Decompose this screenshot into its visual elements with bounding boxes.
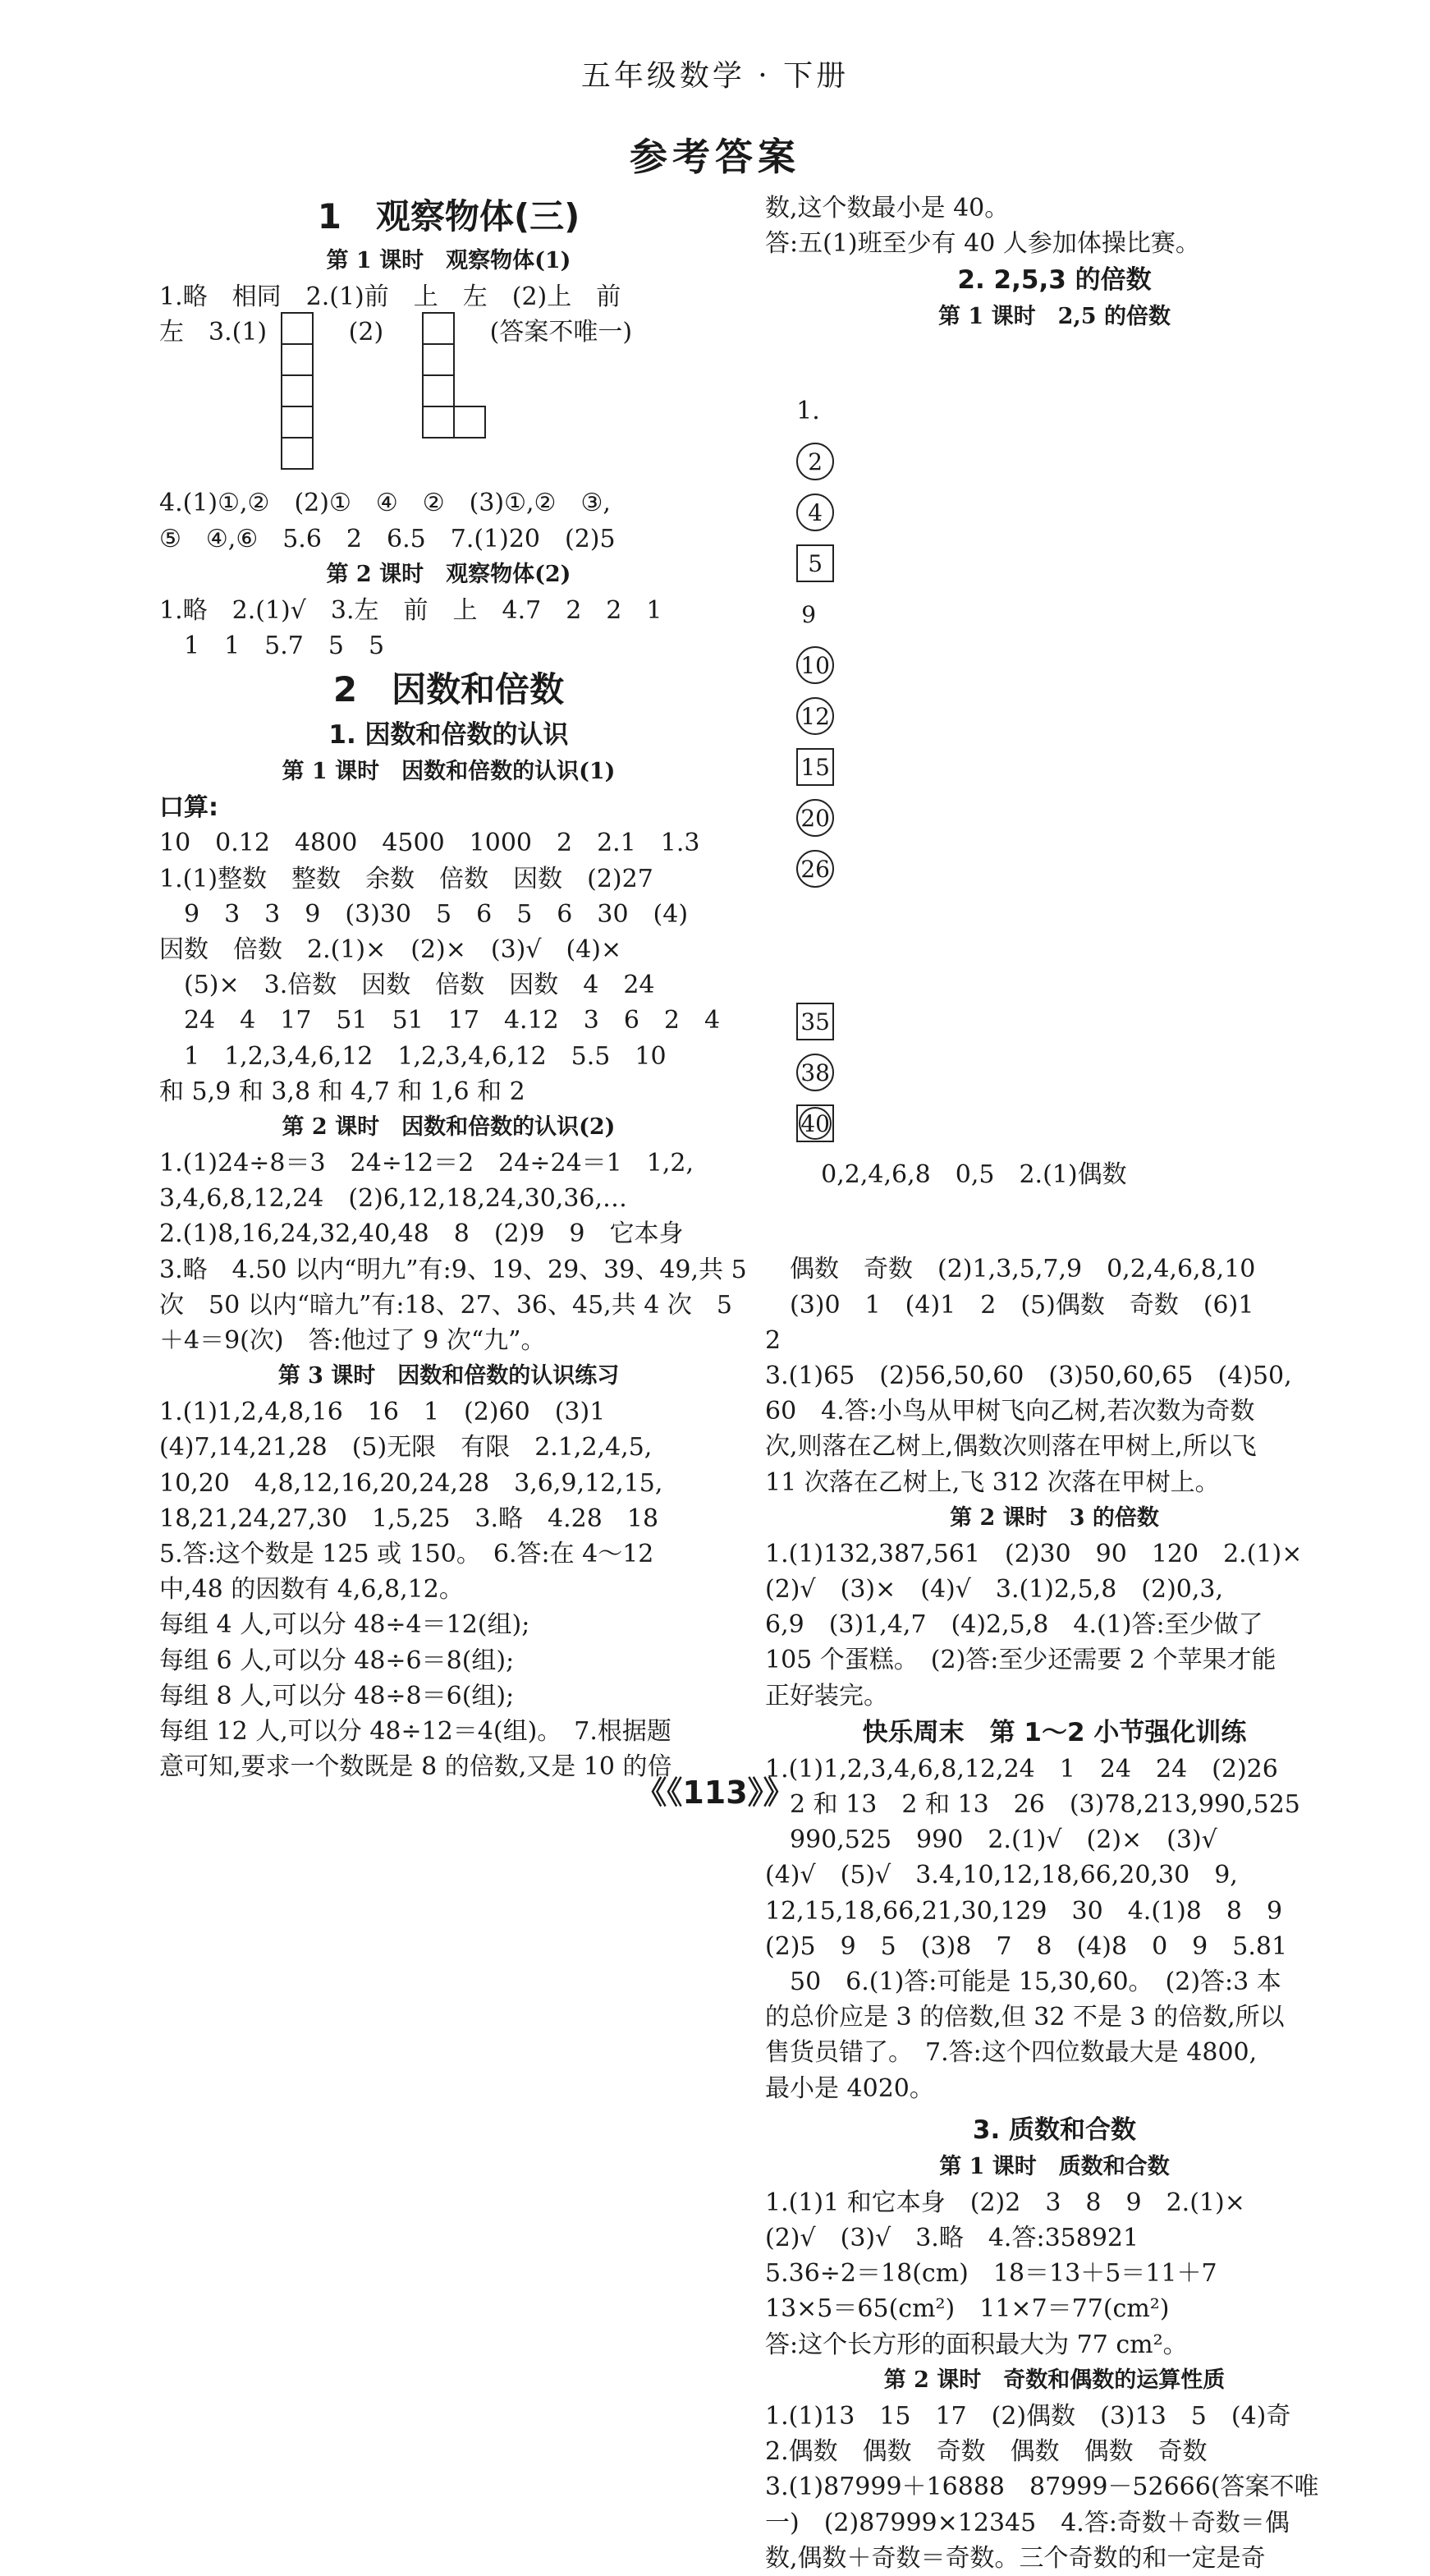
boxed-circled-value: 40 bbox=[799, 1107, 832, 1140]
answer-line: 售货员错了。 7.答:这个四位数最大是 4800, bbox=[765, 2038, 1258, 2068]
answer-line: 3.(1)65 (2)56,50,60 (3)50,60,65 (4)50, bbox=[765, 1361, 1292, 1391]
answer-line: (5)× 3.倍数 因数 倍数 因数 4 24 bbox=[159, 971, 655, 1000]
answer-block bbox=[159, 1146, 747, 1358]
lesson-title: 第 2 课时 因数和倍数的认识(2) bbox=[282, 1114, 616, 1141]
answer-line: 每组 4 人,可以分 48÷4＝12(组); bbox=[159, 1610, 530, 1640]
answer-line: 3.(1)87999＋16888 87999－52666(答案不唯 bbox=[765, 2473, 1319, 2502]
weekend-title: 快乐周末 第 1～2 小节强化训练 bbox=[862, 1717, 1247, 1747]
answer-line: 1 1 5.7 5 5 bbox=[159, 631, 385, 661]
boxed-number: 5 bbox=[796, 544, 834, 582]
circled-numbers-row-1 bbox=[765, 335, 1344, 946]
answer-line: 答:这个长方形的面积最大为 77 cm²。 bbox=[765, 2330, 1188, 2359]
answer-block bbox=[159, 1394, 738, 1784]
circled-number: 20 bbox=[796, 799, 834, 837]
oral-calc-label: 口算: bbox=[159, 793, 218, 823]
answer-line: 左 3.(1) (2) (答案不唯一) bbox=[159, 318, 633, 347]
page-number: 《《113》》 bbox=[635, 1775, 795, 1811]
lesson-title: 第 1 课时 质数和合数 bbox=[939, 2153, 1170, 2179]
lesson-title: 第 1 课时 观察物体(1) bbox=[326, 248, 571, 273]
section-title: 1. 因数和倍数的认识 bbox=[328, 720, 569, 751]
answer-line: 2 和 13 2 和 13 26 (3)78,213,990,525 bbox=[765, 1790, 1300, 1820]
answer-line: 1.(1)132,387,561 (2)30 90 120 2.(1)× bbox=[765, 1539, 1303, 1568]
answer-block bbox=[765, 2399, 1344, 2576]
answer-line: 数,这个数最小是 40。 bbox=[765, 194, 1010, 223]
answer-line: 的总价应是 3 的倍数,但 32 不是 3 的倍数,所以 bbox=[765, 2003, 1285, 2032]
answer-line: 1.(1)24÷8＝3 24÷12＝2 24÷24＝1 1,2, bbox=[159, 1149, 694, 1178]
answer-line: 10,20 4,8,12,16,20,24,28 3,6,9,12,15, bbox=[159, 1468, 663, 1498]
circled-number: 12 bbox=[796, 697, 834, 735]
answer-line: 1.(1)1,2,3,4,6,8,12,24 1 24 24 (2)26 bbox=[765, 1754, 1278, 1784]
answer-line: 2.偶数 偶数 奇数 偶数 偶数 奇数 bbox=[765, 2437, 1208, 2467]
answer-line: 数,偶数＋奇数＝奇数。三个奇数的和一定是奇 bbox=[765, 2543, 1266, 2573]
answer-line: 1.(1)1 和它本身 (2)2 3 8 9 2.(1)× bbox=[765, 2188, 1245, 2217]
lesson-title: 第 1 课时 2,5 的倍数 bbox=[938, 304, 1171, 330]
answer-line: 2.(1)8,16,24,32,40,48 8 (2)9 9 它本身 bbox=[159, 1219, 684, 1249]
item-number: 1. bbox=[796, 397, 820, 426]
answer-line: 中,48 的因数有 4,6,8,12。 bbox=[159, 1575, 464, 1605]
chapter-2-title: 2 因数和倍数 bbox=[332, 669, 565, 710]
answer-line: 1.略 2.(1)√ 3.左 前 上 4.7 2 2 1 bbox=[159, 595, 662, 625]
answer-line: 最小是 4020。 bbox=[765, 2073, 934, 2103]
circled-number: 2 bbox=[796, 443, 834, 480]
plain-number: 9 bbox=[801, 601, 817, 629]
left-column bbox=[159, 191, 747, 1785]
answer-line: 10 0.12 4800 4500 1000 2 2.1 1.3 bbox=[159, 829, 700, 858]
answer-line: 18,21,24,27,30 1,5,25 3.略 4.28 18 bbox=[159, 1504, 659, 1533]
answer-line: 2 bbox=[765, 1325, 781, 1355]
circled-number: 10 bbox=[796, 646, 834, 684]
answer-line: 每组 6 人,可以分 48÷6＝8(组); bbox=[159, 1646, 515, 1675]
answer-line: 次 50 以内“暗九”有:18、27、36、45,共 4 次 5 bbox=[159, 1290, 732, 1320]
boxed-number: 35 bbox=[796, 1003, 834, 1040]
answer-line: 13×5＝65(cm²) 11×7＝77(cm²) bbox=[765, 2294, 1170, 2324]
answer-line: 4.(1)①,② (2)① ④ ② (3)①,② ③, bbox=[159, 489, 611, 518]
answer-line: ⑤ ④,⑥ 5.6 2 6.5 7.(1)20 (2)5 bbox=[159, 524, 616, 553]
section-title: 2. 2,5,3 的倍数 bbox=[957, 265, 1152, 296]
page-header: 五年级数学 · 下册 bbox=[580, 59, 850, 93]
answer-line: 答:五(1)班至少有 40 人参加体操比赛。 bbox=[765, 229, 1200, 259]
answer-line: 每组 12 人,可以分 48÷12＝4(组)。 7.根据题 bbox=[159, 1717, 671, 1747]
answer-block bbox=[765, 1536, 1344, 1714]
answer-line: 意可知,要求一个数既是 8 的倍数,又是 10 的倍 bbox=[159, 1752, 672, 1782]
boxed-circled-number bbox=[796, 1104, 834, 1142]
answer-line: 3.略 4.50 以内“明九”有:9、19、29、39、49,共 5 bbox=[159, 1255, 747, 1284]
answer-line: 偶数 奇数 (2)1,3,5,7,9 0,2,4,6,8,10 bbox=[765, 1255, 1256, 1284]
answer-line: 9 3 3 9 (3)30 5 6 5 6 30 (4) bbox=[159, 899, 689, 929]
answer-block bbox=[765, 2185, 1344, 2362]
answer-line-tail: 0,2,4,6,8 0,5 2.(1)偶数 bbox=[796, 1160, 1127, 1190]
answer-line: 3,4,6,8,12,24 (2)6,12,18,24,30,36,… bbox=[159, 1184, 628, 1214]
answer-line: 24 4 17 51 51 17 4.12 3 6 2 4 bbox=[159, 1006, 721, 1035]
circled-number: 38 bbox=[796, 1054, 834, 1091]
answer-line: 12,15,18,66,21,30,129 30 4.(1)8 8 9 bbox=[765, 1896, 1283, 1926]
answer-line: ＋4＝9(次) 答:他过了 9 次“九”。 bbox=[159, 1326, 546, 1356]
answer-line: 正好装完。 bbox=[765, 1681, 888, 1710]
answer-line: 990,525 990 2.(1)√ (2)× (3)√ bbox=[765, 1825, 1217, 1855]
lesson-title: 第 2 课时 3 的倍数 bbox=[950, 1504, 1159, 1531]
answer-line: (4)√ (5)√ 3.4,10,12,18,66,20,30 9, bbox=[765, 1861, 1238, 1890]
answer-line: (2)√ (3)× (4)√ 3.(1)2,5,8 (2)0,3, bbox=[765, 1575, 1224, 1605]
answer-line: (2)5 9 5 (3)8 7 8 (4)8 0 9 5.81 bbox=[765, 1931, 1288, 1961]
circled-number: 26 bbox=[796, 850, 834, 888]
answer-line: 1.(1)13 15 17 (2)偶数 (3)13 5 (4)奇 bbox=[765, 2401, 1291, 2431]
answer-line: 60 4.答:小鸟从甲树飞向乙树,若次数为奇数 bbox=[765, 1397, 1255, 1426]
answer-line: 105 个蛋糕。 (2)答:至少还需要 2 个苹果才能 bbox=[765, 1646, 1276, 1675]
answer-line: 5.答:这个数是 125 或 150。 6.答:在 4～12 bbox=[159, 1540, 654, 1569]
answer-block bbox=[159, 825, 738, 1109]
answer-line: 6,9 (3)1,4,7 (4)2,5,8 4.(1)答:至少做了 bbox=[765, 1610, 1263, 1640]
page-title: 参考答案 bbox=[630, 135, 800, 179]
section-title: 3. 质数和合数 bbox=[972, 2115, 1137, 2145]
lesson-title: 第 3 课时 因数和倍数的认识练习 bbox=[277, 1363, 620, 1389]
answer-line: 50 6.(1)答:可能是 15,30,60。 (2)答:3 本 bbox=[765, 1968, 1281, 1997]
lesson-title: 第 1 课时 因数和倍数的认识(1) bbox=[282, 759, 616, 785]
answer-line: 每组 8 人,可以分 48÷8＝6(组); bbox=[159, 1681, 515, 1710]
answer-line: 1 1,2,3,4,6,12 1,2,3,4,6,12 5.5 10 bbox=[159, 1041, 667, 1071]
figure-area bbox=[159, 350, 738, 485]
answer-line: 1.(1)1,2,4,8,16 16 1 (2)60 (3)1 bbox=[159, 1398, 606, 1427]
answer-line: 1.略 相同 2.(1)前 上 左 (2)上 前 bbox=[159, 282, 621, 311]
answer-line: 因数 倍数 2.(1)× (2)× (3)√ (4)× bbox=[159, 935, 622, 965]
answer-line: 一) (2)87999×12345 4.答:奇数＋奇数＝偶 bbox=[765, 2508, 1290, 2537]
boxed-number: 15 bbox=[796, 748, 834, 786]
lesson-title: 第 2 课时 奇数和偶数的运算性质 bbox=[883, 2367, 1226, 2393]
answer-line: 和 5,9 和 3,8 和 4,7 和 1,6 和 2 bbox=[159, 1077, 525, 1106]
answer-line: 次,则落在乙树上,偶数次则落在甲树上,所以飞 bbox=[765, 1432, 1257, 1462]
circled-number: 4 bbox=[796, 494, 834, 531]
circled-numbers-row-2 bbox=[765, 946, 1344, 1251]
answer-line: (3)0 1 (4)1 2 (5)偶数 奇数 (6)1 bbox=[765, 1290, 1254, 1320]
chapter-1-title: 1 观察物体(三) bbox=[317, 196, 580, 236]
answer-line: 5.36÷2＝18(cm) 18＝13＋5＝11＋7 bbox=[765, 2259, 1217, 2289]
right-column bbox=[765, 191, 1344, 2576]
answer-line: (4)7,14,21,28 (5)无限 有限 2.1,2,4,5, bbox=[159, 1433, 653, 1462]
answer-line: 11 次落在乙树上,飞 312 次落在甲树上。 bbox=[765, 1467, 1220, 1497]
answer-block bbox=[765, 1251, 1344, 1499]
lesson-title: 第 2 课时 观察物体(2) bbox=[326, 561, 571, 587]
answer-line: 1.(1)整数 整数 余数 倍数 因数 (2)27 bbox=[159, 864, 653, 893]
answer-line: (2)√ (3)√ 3.略 4.答:358921 bbox=[765, 2224, 1139, 2253]
